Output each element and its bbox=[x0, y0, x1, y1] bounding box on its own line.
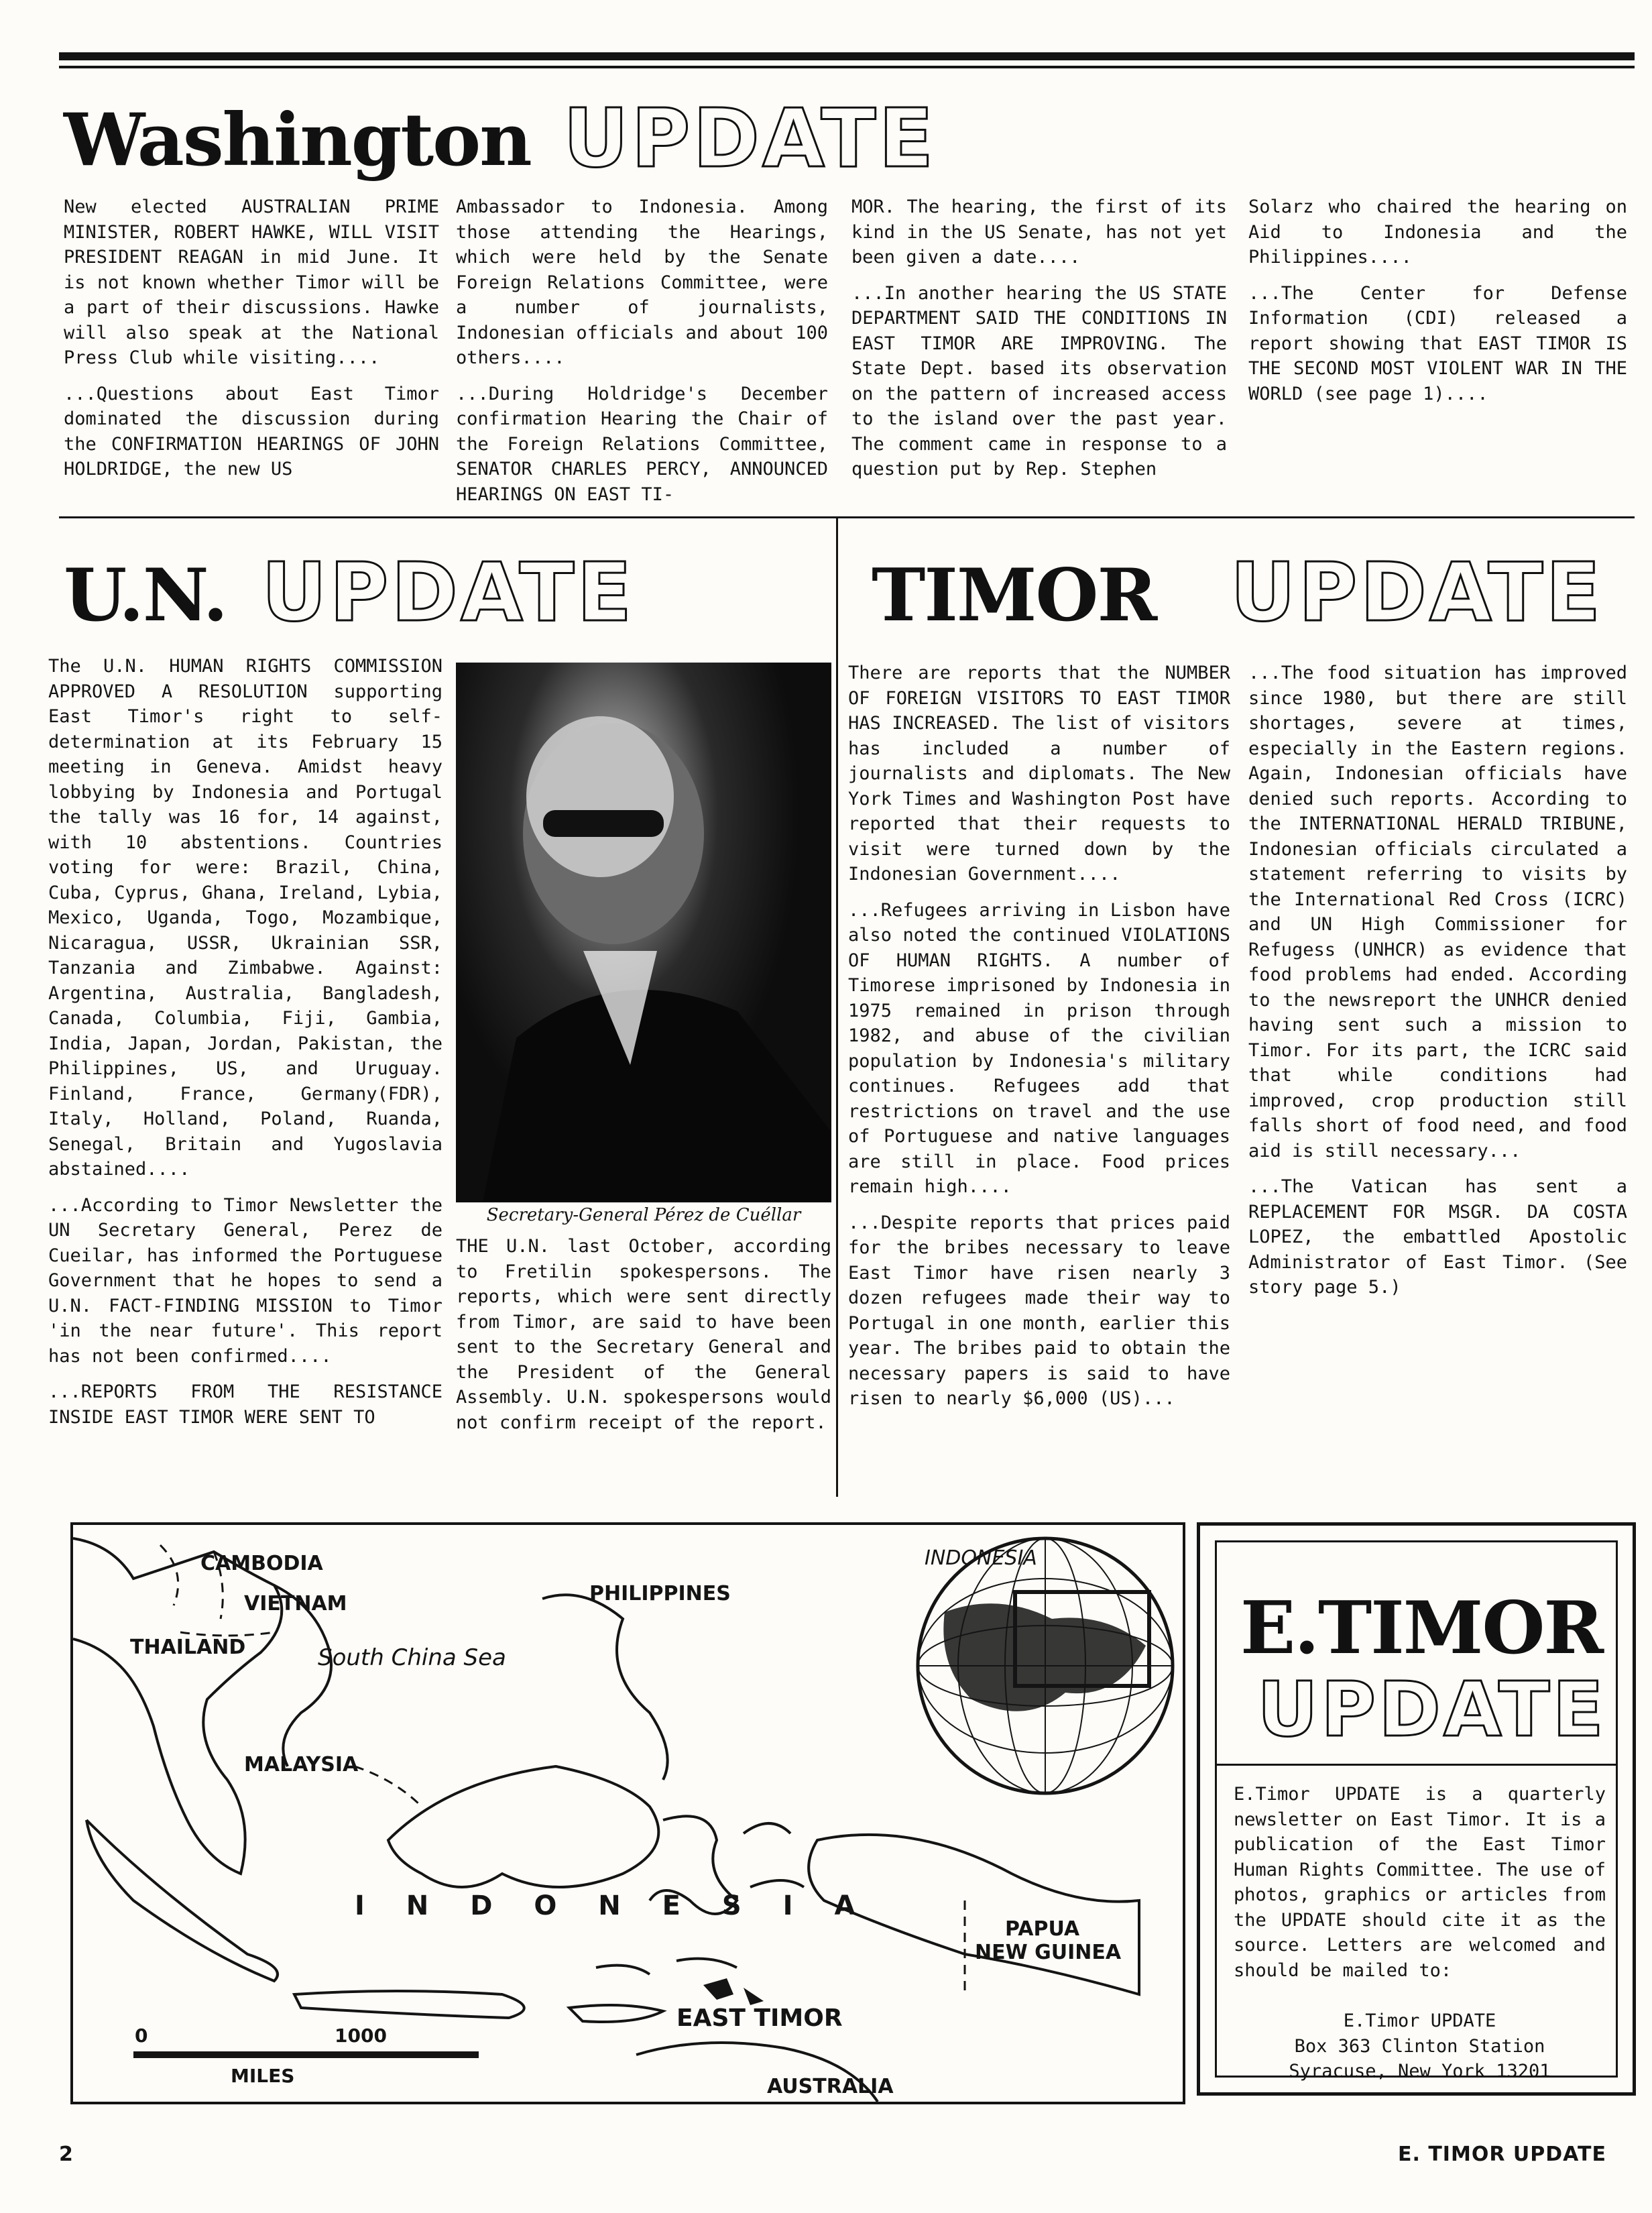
map-label-east-timor: EAST TIMOR bbox=[676, 2004, 843, 2032]
washington-col-1-para-2: ...Questions about East Timor dominated the discussion during the CONFIRMATION HEARINGS OF JOHN HOLDRIDGE, the new US bbox=[64, 383, 439, 479]
washington-header bbox=[64, 93, 1002, 186]
top-rule-thin bbox=[59, 66, 1635, 68]
map-label-globe-indonesia: INDONESIA bbox=[925, 1546, 1037, 1570]
info-box-title: E.TIMOR bbox=[1240, 1586, 1603, 1670]
washington-col-1-para-1: New elected AUSTRALIAN PRIME MINISTER, ROBERT HAWKE, WILL VISIT PRESIDENT REAGAN in mid June. It is not known whether Timor will be a part of their discussions. Hawke will also speak at the National Press Club while visiting.... bbox=[64, 196, 439, 368]
washington-col-2-para-2: ...During Holdridge's December confirmation Hearing the Chair of the Foreign Relations Committee, SENATOR CHARLES PERCY, ANNOUNCED HEARINGS ON EAST TI- bbox=[456, 383, 828, 505]
info-box-description: E.Timor UPDATE is a quarterly newsletter on East Timor. It is a publication of the East Timor Human Rights Committee. The use of photos, graphics or articles from the UPDATE should cite it as the source. Letters are welcomed and should be mailed to: bbox=[1234, 1784, 1606, 1981]
photo-caption: Secretary-General Pérez de Cuéllar bbox=[486, 1205, 801, 1225]
timor-header bbox=[872, 547, 1636, 640]
top-rule-thick bbox=[59, 52, 1635, 60]
info-box-address bbox=[1234, 2008, 1606, 2084]
washington-col-3-para-2: ...In another hearing the US STATE DEPARTMENT SAID THE CONDITIONS IN EAST TIMOR ARE IMPROVING. The State Dept. based its observation on the pattern of increased access to the island over the past year. The comment came in response to a question put by Rep. Stephen bbox=[851, 282, 1227, 479]
section-rule-1 bbox=[59, 516, 1635, 518]
info-box-update-outline: UPDATE bbox=[1257, 1666, 1606, 1754]
timor-col-1-para-2: ...Refugees arriving in Lisbon have also noted the continued VIOLATIONS OF HUMAN RIGHTS. A number of Timorese imprisoned by Indonesia in 1975 remained in prison through 1982, and abuse of the civilian population by Indonesia's military continues. Refugees add that restrictions on travel and the use of Portuguese and native languages are still in place. Food prices remain high.... bbox=[848, 899, 1230, 1197]
address-line-1: E.Timor UPDATE bbox=[1343, 2010, 1496, 2031]
map-label-south-china-sea: South China Sea bbox=[318, 1644, 506, 1671]
washington-col-4-para-1: Solarz who chaired the hearing on Aid to Indonesia and the Philippines.... bbox=[1248, 196, 1627, 268]
info-box-divider bbox=[1215, 1764, 1618, 1766]
washington-col-2 bbox=[456, 194, 828, 518]
scale-zero: 0 bbox=[135, 2025, 148, 2047]
address-line-3: Syracuse, New York 13201 bbox=[1289, 2061, 1551, 2082]
washington-title: Washington bbox=[64, 98, 531, 182]
un-header bbox=[64, 547, 828, 640]
timor-col-2-para-1: ...The food situation has improved since 1980, but there are still shortages, severe at times, especially in the Eastern regions. Again, Indonesian officials have denied such reports. According to the INTERNATIONAL HERALD TRIBUNE, Indonesian officials circulated a statement referring to visits by the International Red Cross (ICRC) and UN High Commissioner for Refugess (UNHCR) as evidence that food problems had ended. According to the newsreport the UNHCR denied having sent such a mission to Timor. For its part, the ICRC said that while conditions had improved, crop production still falls short of food need, and food aid is still necessary... bbox=[1248, 663, 1627, 1161]
portrait-illustration bbox=[456, 663, 831, 1202]
scale-max: 1000 bbox=[335, 2025, 387, 2047]
timor-col-1-para-1: There are reports that the NUMBER OF FOREIGN VISITORS TO EAST TIMOR HAS INCREASED. The list of visitors has included a number of journalists and diplomats. The New York Times and Washington Post have reported that their requests to visit were turned down by the Indonesian Government.... bbox=[848, 663, 1230, 885]
timor-col-2-para-2: ...The Vatican has sent a REPLACEMENT FOR MSGR. DA COSTA LOPEZ, the embattled Apostolic Administrator of East Timor. (See story page 5.) bbox=[1248, 1176, 1627, 1298]
washington-col-2-para-1: Ambassador to Indonesia. Among those attending the Hearings, which were held by the Senate Foreign Relations Committee, were a number of journalists, Indonesian officials and about 100 others.... bbox=[456, 196, 828, 368]
timor-col-1 bbox=[848, 661, 1230, 1422]
un-col-2 bbox=[456, 1234, 831, 1446]
address-line-2: Box 363 Clinton Station bbox=[1294, 2035, 1545, 2057]
un-update-outline: UPDATE bbox=[261, 547, 635, 640]
timor-col-1-para-3: ...Despite reports that prices paid for the bribes necessary to leave East Timor have risen nearly 3 dozen refugees made their way to Portugal in one month, earlier this year. The bribes paid to obtain the necessary papers is said to have risen to nearly $6,000 (US)... bbox=[848, 1212, 1230, 1409]
map-label-new-guinea: NEW GUINEA bbox=[975, 1941, 1122, 1964]
map-label-philippines: PHILIPPINES bbox=[589, 1582, 731, 1605]
scale-unit: MILES bbox=[231, 2065, 295, 2087]
map-label-vietnam: VIETNAM bbox=[244, 1592, 347, 1615]
washington-col-3-para-1: MOR. The hearing, the first of its kind in the US Senate, has not yet been given a date.... bbox=[851, 196, 1227, 268]
un-col-1-para-3: ...REPORTS FROM THE RESISTANCE INSIDE EAST TIMOR WERE SENT TO bbox=[48, 1381, 442, 1428]
southeast-asia-map bbox=[70, 1522, 1185, 2104]
map-label-thailand: THAILAND bbox=[130, 1636, 246, 1659]
footer-publication: E. TIMOR UPDATE bbox=[1398, 2143, 1606, 2166]
washington-col-4 bbox=[1248, 194, 1627, 417]
map-label-papua: PAPUA bbox=[1005, 1917, 1080, 1941]
section-divider-vertical bbox=[836, 518, 838, 1497]
un-col-1-para-2: ...According to Timor Newsletter the UN Secretary General, Perez de Cueilar, has informed the Portuguese Government that he hopes to send a U.N. FACT-FINDING MISSION to Timor 'in the near future'. This report has not been confirmed.... bbox=[48, 1194, 442, 1367]
washington-update-outline: UPDATE bbox=[563, 93, 937, 186]
un-col-1 bbox=[48, 654, 442, 1440]
map-label-cambodia: CAMBODIA bbox=[200, 1552, 323, 1575]
timor-update-outline: UPDATE bbox=[1230, 547, 1604, 640]
washington-col-1 bbox=[64, 194, 439, 493]
page-number: 2 bbox=[59, 2143, 73, 2166]
map-label-malaysia: MALAYSIA bbox=[244, 1753, 359, 1776]
washington-col-4-para-2: ...The Center for Defense Information (CDI) released a report showing that EAST TIMOR IS THE SECOND MOST VIOLENT WAR IN THE WORLD (see page 1).... bbox=[1248, 282, 1627, 404]
map-label-australia: AUSTRALIA bbox=[767, 2075, 894, 2098]
un-title: U.N. bbox=[64, 553, 227, 638]
washington-col-3 bbox=[851, 194, 1227, 493]
timor-title: TIMOR bbox=[872, 553, 1157, 638]
info-box bbox=[1197, 1522, 1636, 2096]
timor-col-2 bbox=[1248, 661, 1627, 1311]
secretary-general-photo bbox=[456, 663, 831, 1202]
map-coastlines bbox=[73, 1525, 1183, 2102]
un-col-1-para-1: The U.N. HUMAN RIGHTS COMMISSION APPROVED A RESOLUTION supporting East Timor's right to self-determination at its February 15 meeting in Geneva. Amidst heavy lobbying by Indonesia and Portugal the tally was 16 for, 14 against, with 10 abstentions. Countries voting for were: Brazil, China, Cuba, Cyprus, Ghana, Ireland, Lybia, Mexico, Uganda, Togo, Mozambique, Nicaragua, USSR, Ukrainian SSR, Tanzania and Zimbabwe. Against: Argentina, Australia, Bangladesh, Canada, Columbia, Fiji, Gambia, India, Japan, Jordan, Pakistan, the Philippines, US, and Uruguay. Finland, France, Germany(FDR), Italy, Holland, Poland, Ruanda, Senegal, Britain and Yugoslavia abstained.... bbox=[48, 656, 442, 1180]
map-label-indonesia: I N D O N E S I A bbox=[355, 1890, 856, 1921]
un-col-2-para-1: THE U.N. last October, according to Fretilin spokespersons. The reports, which were sent directly from Timor, are said to have been sent to the Secretary General and the President of the General Assembly. U.N. spokespersons would not confirm receipt of the report. bbox=[456, 1236, 831, 1433]
